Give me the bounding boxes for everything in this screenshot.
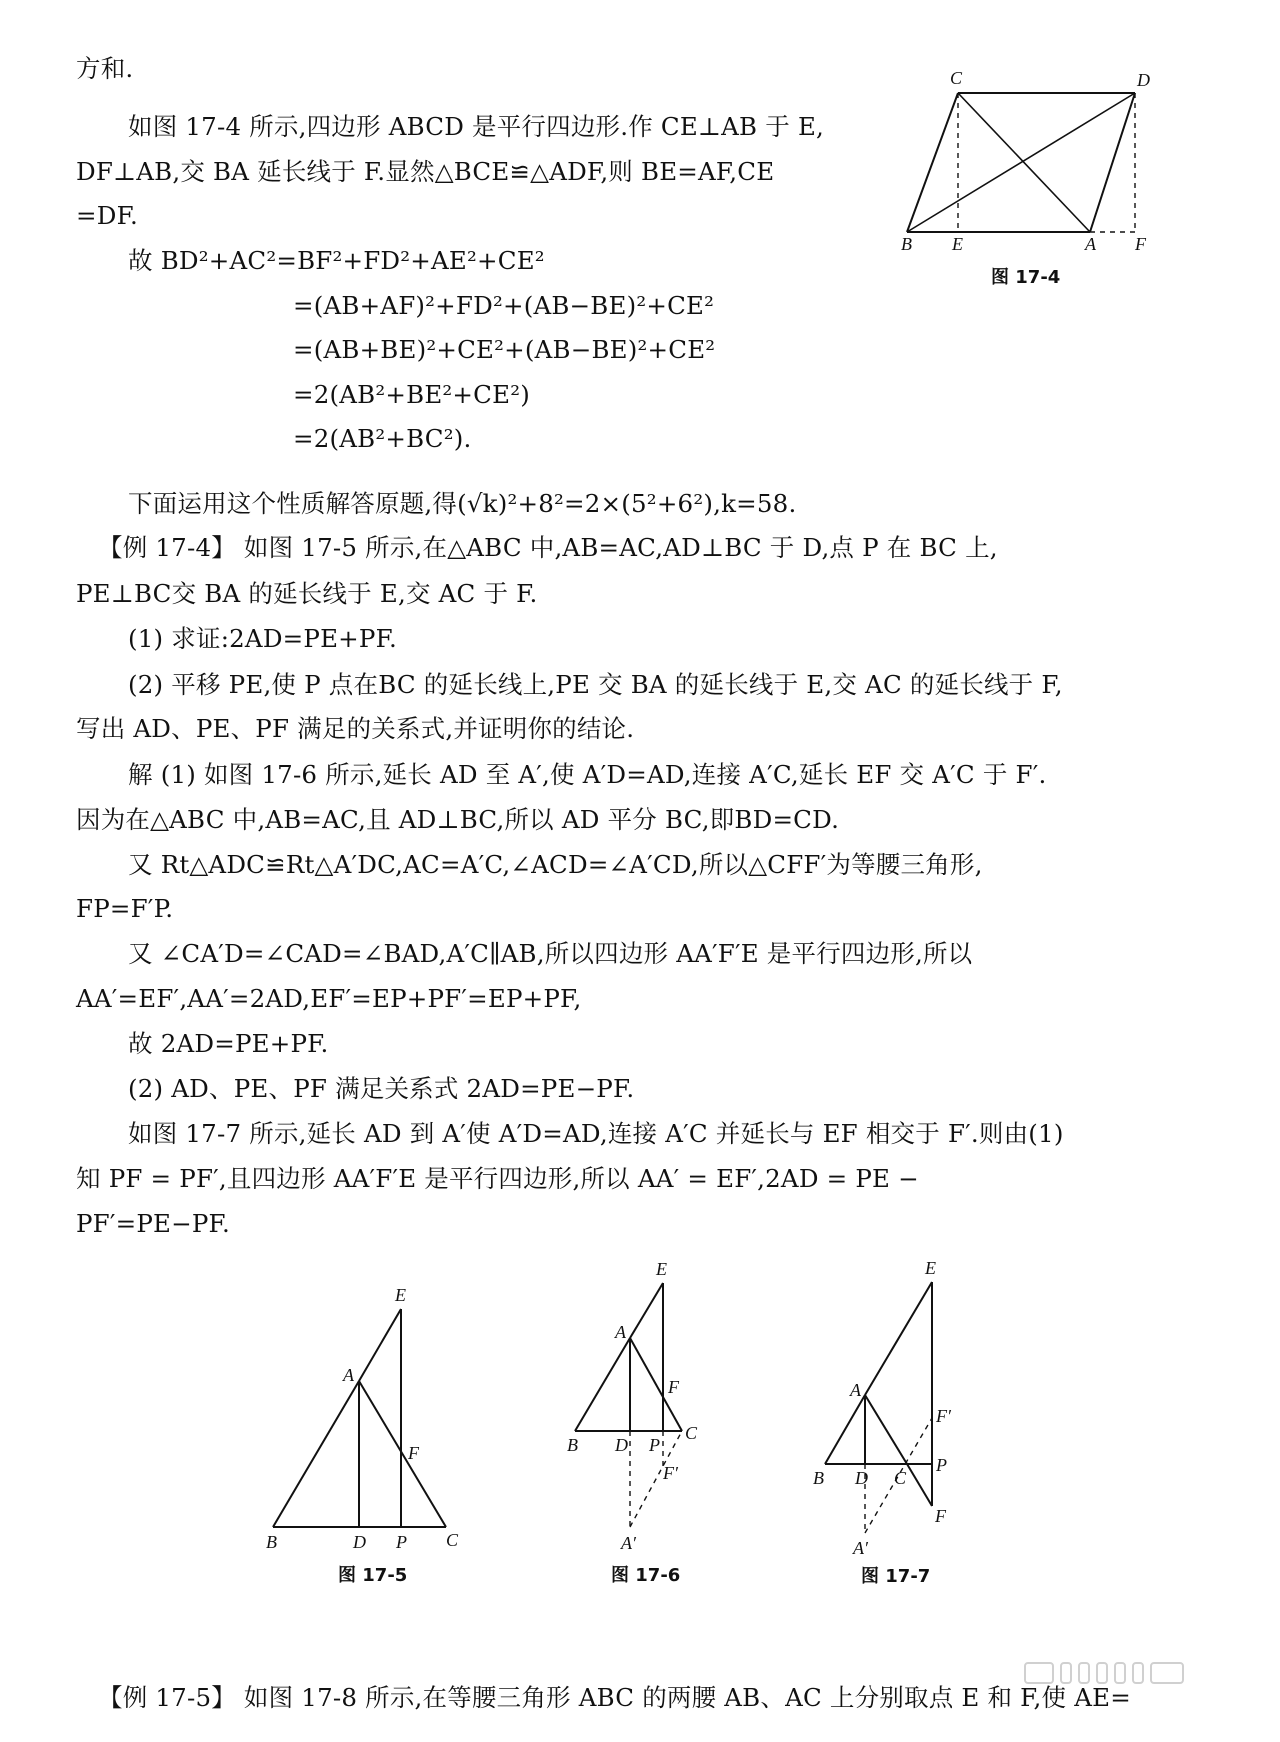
label-f-prime: F′ bbox=[936, 1406, 951, 1426]
caption-17-4: 图 17-4 bbox=[991, 267, 1061, 288]
text-line: 下面运用这个性质解答原题,得(√k)²+8²=2×(5²+6²),k=58. bbox=[128, 489, 797, 518]
label-d: D bbox=[353, 1532, 366, 1552]
label-b: B bbox=[567, 1435, 578, 1455]
example-heading-line: 【例 17-4】 如图 17-5 所示,在△ABC 中,AB=AC,AD⊥BC 于 D,点 P 在 BC 上, bbox=[98, 533, 998, 562]
edge-ac bbox=[359, 1381, 446, 1527]
text-line: FP=F′P. bbox=[76, 894, 174, 923]
text-line: 如图 17-4 所示,四边形 ABCD 是平行四边形.作 CE⊥AB 于 E, bbox=[128, 112, 825, 141]
label-a: A bbox=[1085, 234, 1096, 254]
text-line: (1) 求证:2AD=PE+PF. bbox=[128, 624, 397, 653]
edge-ab bbox=[273, 1381, 359, 1527]
label-b: B bbox=[266, 1532, 277, 1552]
text-line: =2(AB²+BC²). bbox=[293, 424, 472, 453]
label-a-prime: A′ bbox=[853, 1538, 868, 1558]
label-c: C bbox=[894, 1468, 907, 1488]
figure-17-6 bbox=[555, 1259, 725, 1595]
text-line: 写出 AD、PE、PF 满足的关系式,并证明你的结论. bbox=[76, 714, 635, 743]
text-line: =2(AB²+BE²+CE²) bbox=[293, 380, 530, 409]
label-f: F bbox=[668, 1377, 679, 1397]
label-c: C bbox=[446, 1530, 459, 1550]
label-f: F bbox=[1135, 234, 1146, 254]
text-line: =DF. bbox=[76, 201, 138, 230]
text-line: =(AB+AF)²+FD²+(AB−BE)²+CE² bbox=[293, 291, 715, 320]
label-b: B bbox=[813, 1468, 824, 1488]
caption-17-6: 图 17-6 bbox=[611, 1565, 681, 1586]
figure-17-4 bbox=[895, 60, 1175, 300]
label-f: F bbox=[935, 1506, 946, 1526]
example-heading-line: 【例 17-5】 如图 17-8 所示,在等腰三角形 ABC 的两腰 AB、AC 上分别取点 E 和 F,使 AE= bbox=[98, 1683, 1131, 1712]
caption-17-5: 图 17-5 bbox=[338, 1565, 408, 1586]
label-f-prime: F′ bbox=[663, 1463, 678, 1483]
label-b: B bbox=[901, 234, 912, 254]
label-e: E bbox=[952, 234, 963, 254]
label-d: D bbox=[615, 1435, 628, 1455]
text-line: 又 ∠CA′D=∠CAD=∠BAD,A′C∥AB,所以四边形 AA′F′E 是平行四边形,所以 bbox=[128, 939, 973, 968]
label-e: E bbox=[925, 1258, 936, 1278]
watermark-icon bbox=[1024, 1662, 1224, 1684]
diagonal-bd bbox=[907, 93, 1135, 232]
text-line: 方和. bbox=[76, 54, 134, 83]
edge-ab bbox=[575, 1338, 630, 1431]
text-line: =(AB+BE)²+CE²+(AB−BE)²+CE² bbox=[293, 335, 716, 364]
label-e: E bbox=[656, 1259, 667, 1279]
edge-ad bbox=[1090, 93, 1135, 232]
extension-ae bbox=[630, 1283, 663, 1338]
label-e: E bbox=[395, 1285, 406, 1305]
label-c: C bbox=[685, 1423, 698, 1443]
text-line: AA′=EF′,AA′=2AD,EF′=EP+PF′=EP+PF, bbox=[76, 984, 582, 1013]
text-line: 故 2AD=PE+PF. bbox=[128, 1029, 329, 1058]
edge-bc bbox=[907, 93, 958, 232]
label-p: P bbox=[936, 1455, 947, 1475]
text-line: (2) AD、PE、PF 满足关系式 2AD=PE−PF. bbox=[128, 1074, 635, 1103]
text-line: (2) 平移 PE,使 P 点在BC 的延长线上,PE 交 BA 的延长线于 E,交 AC 的延长线于 F, bbox=[128, 670, 1063, 699]
text-line: 如图 17-7 所示,延长 AD 到 A′使 A′D=AD,连接 A′C 并延长与 EF 相交于 F′.则由(1) bbox=[128, 1119, 1064, 1148]
label-a: A bbox=[343, 1365, 354, 1385]
label-p: P bbox=[396, 1532, 407, 1552]
text-line: DF⊥AB,交 BA 延长线于 F.显然△BCE≌△ADF,则 BE=AF,CE bbox=[76, 157, 775, 186]
text-line: PF′=PE−PF. bbox=[76, 1209, 230, 1238]
label-d: D bbox=[1137, 70, 1150, 90]
text-line: 因为在△ABC 中,AB=AC,且 AD⊥BC,所以 AD 平分 BC,即BD=CD. bbox=[76, 805, 840, 834]
extension-ae bbox=[359, 1309, 401, 1381]
label-f: F bbox=[408, 1443, 419, 1463]
figure-17-5 bbox=[260, 1285, 470, 1595]
label-a: A bbox=[850, 1380, 861, 1400]
edge-ab bbox=[825, 1395, 865, 1464]
text-line: 知 PF = PF′,且四边形 AA′F′E 是平行四边形,所以 AA′ = EF′,2AD = PE − bbox=[76, 1164, 919, 1193]
text-line: PE⊥BC交 BA 的延长线于 E,交 AC 于 F. bbox=[76, 579, 538, 608]
label-a: A bbox=[615, 1322, 626, 1342]
extension-ae bbox=[865, 1282, 932, 1395]
solution-line: 解 (1) 如图 17-6 所示,延长 AD 至 A′,使 A′D=AD,连接 A′C,延长 EF 交 A′C 于 F′. bbox=[128, 760, 1047, 789]
text-line: 又 Rt△ADC≌Rt△A′DC,AC=A′C,∠ACD=∠A′CD,所以△CFF′为等腰三角形, bbox=[128, 850, 983, 879]
figure-17-7 bbox=[805, 1258, 975, 1598]
label-p: P bbox=[649, 1435, 660, 1455]
extension-cf bbox=[907, 1464, 932, 1506]
text-line: 故 BD²+AC²=BF²+FD²+AE²+CE² bbox=[128, 246, 545, 275]
edge-ac bbox=[865, 1395, 907, 1464]
label-c: C bbox=[950, 68, 963, 88]
label-a-prime: A′ bbox=[621, 1533, 636, 1553]
label-d: D bbox=[855, 1468, 868, 1488]
caption-17-7: 图 17-7 bbox=[861, 1566, 931, 1587]
diagonal-ca bbox=[958, 93, 1090, 232]
